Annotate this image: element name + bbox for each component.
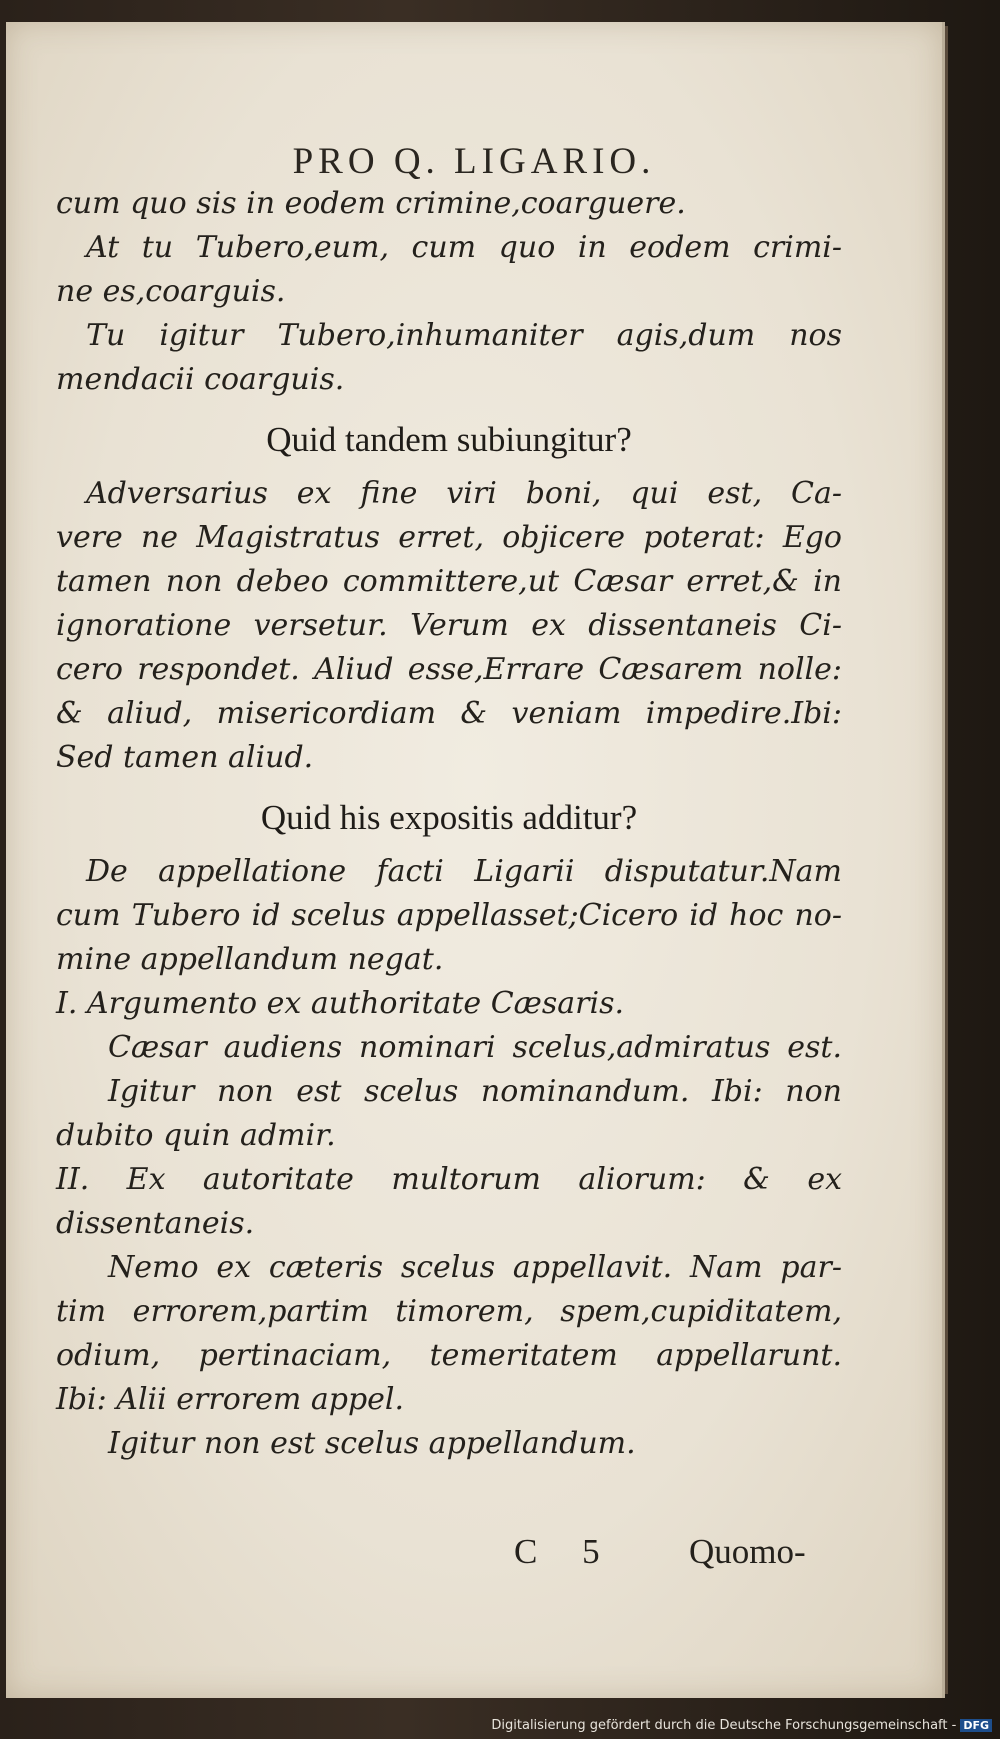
text-line: ignoratione versetur. Verum ex dissentaneis Ci- [56, 608, 842, 643]
text-line: dissentaneis. [56, 1206, 255, 1241]
text-line: Tu igitur Tubero,inhumaniter agis,dum nos [86, 318, 842, 353]
dfg-logo: DFG [960, 1719, 992, 1732]
question-heading-2: Quid his expositis additur? [260, 798, 638, 837]
book-page [6, 22, 945, 1698]
catchword: Quomo- [689, 1532, 806, 1571]
text-line: Cæsar audiens nominari scelus,admiratus est. [108, 1030, 842, 1065]
text-line: At tu Tubero,eum, cum quo in eodem crimi- [86, 230, 842, 265]
running-head: PRO Q. LIGARIO. [292, 141, 656, 182]
digitization-credit [491, 1718, 992, 1733]
text-line: cero respondet. Aliud esse,Errare Cæsarem nolle: [56, 652, 842, 687]
paragraph-2 [56, 472, 842, 780]
text-line: Adversarius ex fine viri boni, qui est, Ca- [86, 476, 842, 511]
text-line: De appellatione facti Ligarii disputatur.Nam [86, 854, 842, 889]
text-line: mendacii coarguis. [56, 362, 345, 397]
text-line: cum quo sis in eodem crimine,coarguere. [56, 186, 686, 221]
text-line: mine appellandum negat. [56, 942, 444, 977]
text-line: II. Ex autoritate multorum aliorum: & ex [56, 1162, 842, 1197]
text-line: Ibi: Alii errorem appel. [56, 1382, 405, 1417]
text-line: Igitur non est scelus appellandum. [108, 1426, 636, 1461]
text-line: Sed tamen aliud. [56, 740, 314, 775]
credit-text: Digitalisierung gefördert durch die Deutsche Forschungsgemeinschaft - [491, 1718, 957, 1733]
paragraph-3 [56, 850, 842, 1466]
text-line: tim errorem,partim timorem, spem,cupiditatem, [56, 1294, 842, 1329]
text-line: I. Argumento ex authoritate Cæsaris. [56, 986, 625, 1021]
text-line: Igitur non est scelus nominandum. Ibi: non [108, 1074, 842, 1109]
text-line: vere ne Magistratus erret, objicere poterat: Ego [56, 520, 842, 555]
text-line: cum Tubero id scelus appellasset;Cicero id hoc no- [56, 898, 842, 933]
signature-mark: C 5 [514, 1532, 618, 1571]
page-text [56, 182, 842, 1466]
text-line: Nemo ex cæteris scelus appellavit. Nam par- [108, 1250, 842, 1285]
text-line: ne es,coarguis. [56, 274, 286, 309]
paragraph-1 [56, 182, 842, 402]
text-line: & aliud, misericordiam & veniam impedire.Ibi: [56, 696, 842, 731]
text-line: dubito quin admir. [56, 1118, 336, 1153]
question-heading-1: Quid tandem subiungitur? [266, 420, 632, 459]
text-line: odium, pertinaciam, temeritatem appellarunt. [56, 1338, 842, 1373]
text-line: tamen non debeo committere,ut Cæsar erret,& in [56, 564, 842, 599]
